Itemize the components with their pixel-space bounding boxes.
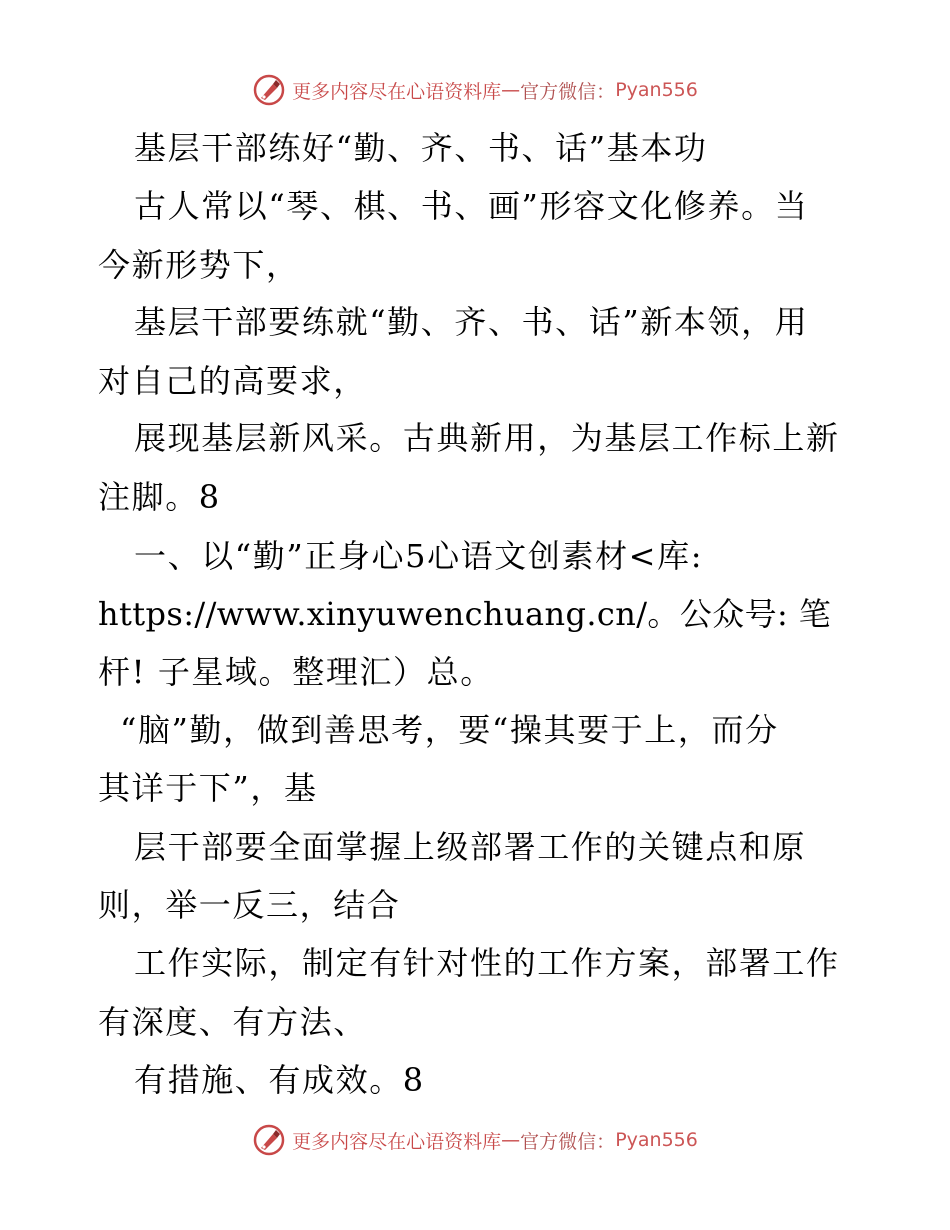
banner-wechat-label: 官方微信：	[520, 1130, 616, 1153]
paragraph-line: 其详于下”，基	[98, 769, 318, 807]
paragraph-line: 则，举一反三，结合	[98, 886, 401, 924]
paragraph-line: 今新形势下，	[98, 246, 300, 284]
paragraph-line: 层干部要全面掌握上级部署工作的关键点和原	[134, 828, 807, 866]
footer-banner	[0, 1120, 950, 1160]
paragraph-line: 对自己的高要求，	[98, 362, 367, 400]
pen-nib-logo-icon	[252, 1123, 286, 1157]
paragraph-line: 展现基层新风采。古典新用，为基层工作标上新	[134, 419, 840, 457]
banner-text: 更多内容尽在心语资料库	[292, 1130, 502, 1153]
banner-separator: —	[501, 79, 521, 101]
paragraph-line: 注脚。8	[98, 478, 221, 516]
banner-wechat-label: 官方微信：	[520, 80, 616, 103]
banner-wechat-id: Pyan556	[615, 1129, 698, 1151]
section-heading: 一、以“勤”正身心5心语文创素材<库:	[134, 537, 704, 575]
banner-separator: —	[501, 1129, 521, 1151]
paragraph-line: 杆! 子星域。整理汇）总。	[98, 653, 494, 691]
paragraph-line: 工作实际，制定有针对性的工作方案，部署工作	[134, 944, 840, 982]
url-line: https://www.xinyuwenchuang.cn/。公众号: 笔	[98, 595, 832, 633]
pen-nib-logo-icon	[252, 73, 286, 107]
paragraph-line: 有深度、有方法、	[98, 1003, 367, 1041]
document-title: 基层干部练好“勤、齐、书、话”基本功	[134, 129, 708, 167]
paragraph-line: 基层干部要练就“勤、齐、书、话”新本领，用	[134, 303, 809, 341]
paragraph-line: 古人常以“琴、棋、书、画”形容文化修养。当	[134, 187, 809, 225]
header-banner	[0, 70, 950, 110]
paragraph-line: 有措施、有成效。8	[134, 1061, 425, 1099]
paragraph-line: “脑”勤，做到善思考，要“操其要于上，而分	[120, 711, 779, 749]
banner-text: 更多内容尽在心语资料库	[292, 80, 502, 103]
banner-wechat-id: Pyan556	[615, 79, 698, 101]
